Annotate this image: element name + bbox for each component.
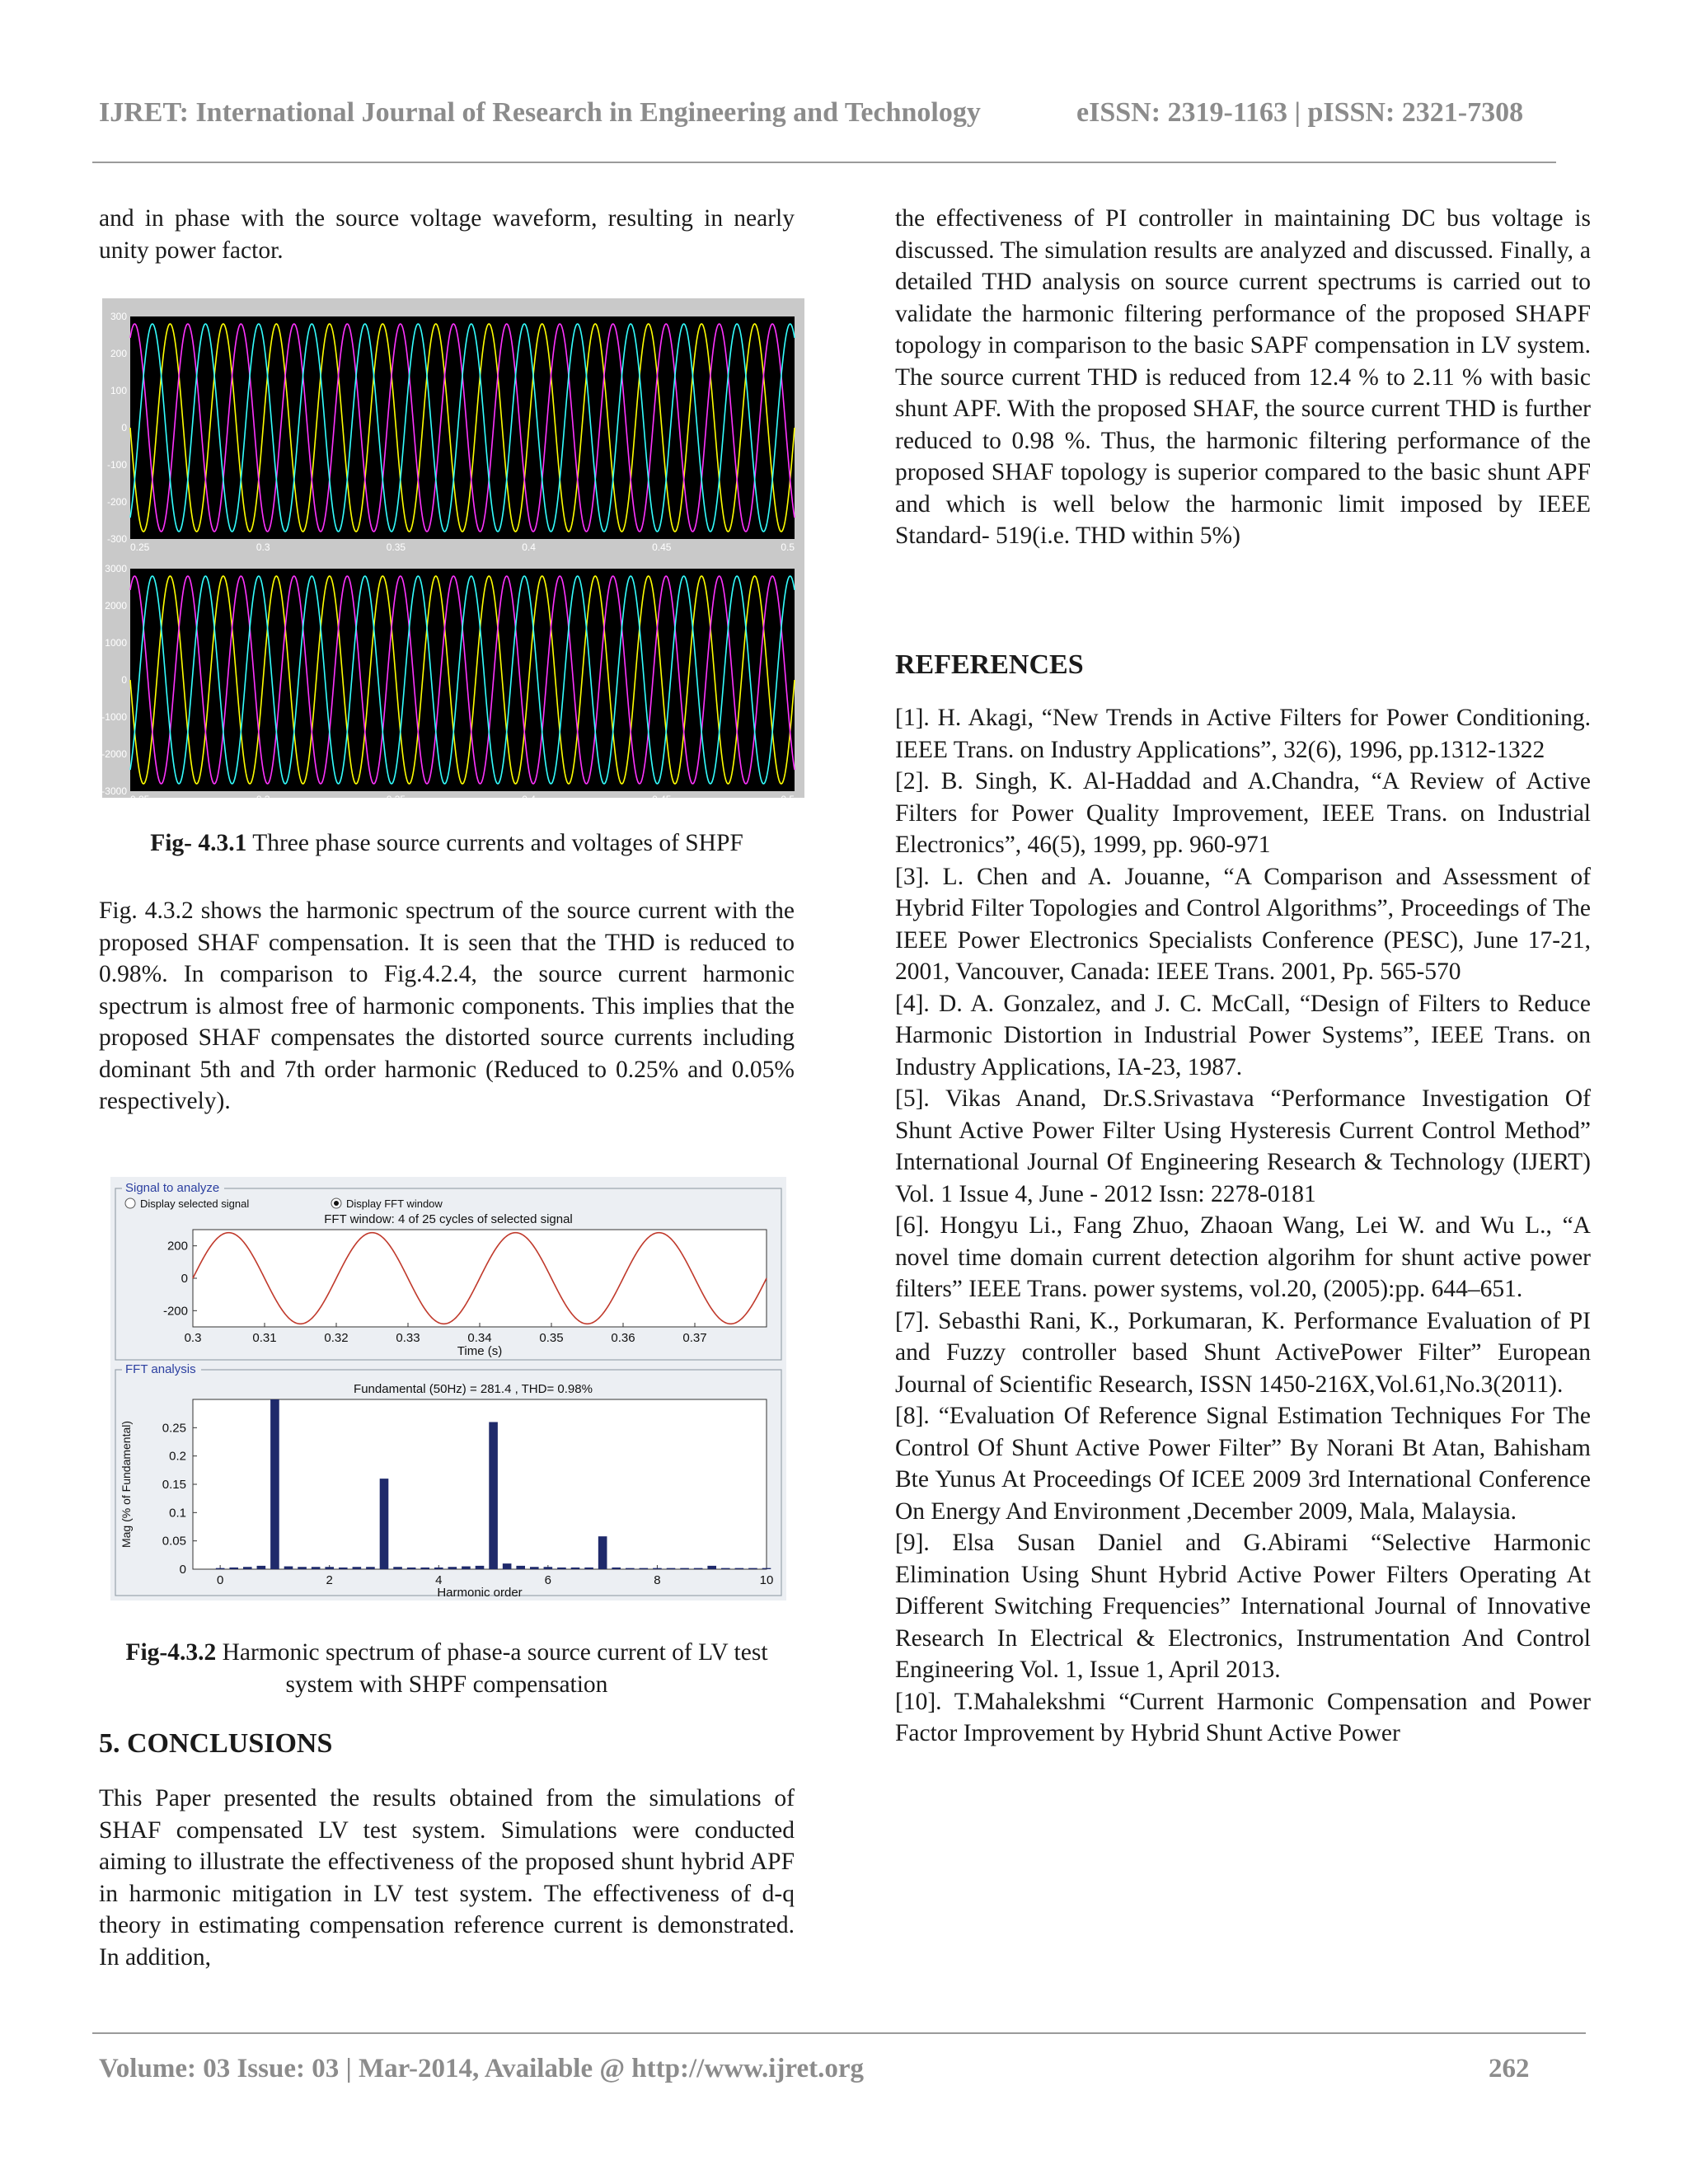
right-paragraph-1: the effectiveness of PI controller in maintaining DC bus voltage is discussed. The simulation results are analyzed and discussed. Finally, a detailed THD analysis on source current spectrums is carried out to validate the harmonic filtering performance of the proposed SHAPF topology in comparison to the basic SAPF compensation in LV system. The source current THD is reduced from 12.4 % to 2.11 % with basic shunt APF. With the proposed SHAF, the source current THD is further reduced to 0.98 %. Thus, the harmonic filtering performance of the proposed SHAF topology is superior compared to the basic shunt APF and which is well below the harmonic limit imposed by IEEE Standard- 519(i.e. THD within 5%) xyxy=(895,205,1591,549)
fft-bar xyxy=(284,1567,293,1569)
fft-bar xyxy=(393,1567,402,1569)
fft-bar xyxy=(420,1568,429,1569)
top-x-tick: 0.35 xyxy=(386,541,406,553)
fft-x-tick: 6 xyxy=(544,1573,552,1587)
reference-3: [3]. L. Chen and A. Jouanne, “A Comparison and Assessment of Hybrid Filter Topologies and Control Algorithms”, Proceedings of The IEEE Power Electronics Specialists Conference (PESC), June 17-21, 2001, Vancouver, Canada: IEEE Trans. 2001, Pp. 565-570 xyxy=(895,863,1591,985)
top-x-tick: 0.4 xyxy=(522,541,536,553)
bottom-y-tick: -3000 xyxy=(101,785,127,797)
signal-x-tick: 0.35 xyxy=(539,1331,564,1345)
bottom-x-tick: 0.25 xyxy=(130,794,150,805)
signal-x-tick: 0.3 xyxy=(184,1331,202,1345)
fft-bar xyxy=(640,1568,649,1569)
page-number: 262 xyxy=(1489,2054,1530,2083)
signal-group-title: Signal to analyze xyxy=(125,1181,220,1195)
top-y-tick: -300 xyxy=(106,533,127,545)
fft-bar xyxy=(380,1479,389,1569)
fft-bar xyxy=(476,1566,485,1569)
bottom-y-tick: 3000 xyxy=(105,563,127,574)
fft-y-tick: 0.05 xyxy=(162,1534,186,1549)
radio-fft-window-label: Display FFT window xyxy=(346,1197,443,1210)
reference-7: [7]. Sebasthi Rani, K., Porkumaran, K. Performance Evaluation of PI and Fuzzy controller based Shunt ActivePower Filter” European Journal of Scientific Research, ISSN 1450-216X,Vol.61,No.3(2011). xyxy=(895,1307,1591,1398)
reference-9: [9]. Elsa Susan Daniel and G.Abirami “Selective Harmonic Elimination Using Shunt Hybrid Active Power Filters Operating At Different Switching Frequencies” International Journal of Innovative Research In Electrical & Electronics, Instrumentation And Control Engineering Vol. 1, Issue 1, April 2013. xyxy=(895,1530,1591,1683)
signal-plot-title: FFT window: 4 of 25 cycles of selected signal xyxy=(324,1212,573,1226)
top-x-tick: 0.5 xyxy=(781,541,795,553)
fft-bar xyxy=(339,1568,348,1569)
fft-bar xyxy=(612,1568,621,1569)
signal-x-tick: 0.34 xyxy=(467,1331,492,1345)
fft-group-title: FFT analysis xyxy=(125,1362,196,1376)
figure-4-3-1-plot xyxy=(101,298,804,805)
fft-x-tick: 4 xyxy=(435,1573,443,1587)
top-scope-panel xyxy=(107,311,795,553)
figure-4-3-2-caption xyxy=(99,1637,795,1700)
fft-bar xyxy=(680,1568,689,1569)
fft-bar xyxy=(229,1568,238,1569)
fft-bar xyxy=(243,1567,252,1569)
fft-bar xyxy=(707,1566,716,1569)
figure-4-3-1-caption-text: Three phase source currents and voltages of SHPF xyxy=(246,830,743,856)
top-y-tick: 0 xyxy=(121,422,127,434)
fft-y-label: Mag (% of Fundamental) xyxy=(120,1420,133,1549)
fft-x-tick: 8 xyxy=(654,1573,661,1587)
issn: eISSN: 2319-1163 | pISSN: 2321-7308 xyxy=(1076,97,1524,128)
signal-x-label: Time (s) xyxy=(457,1344,503,1358)
top-x-tick: 0.3 xyxy=(256,541,270,553)
figure-4-3-1-caption xyxy=(99,827,795,860)
reference-1: [1]. H. Akagi, “New Trends in Active Filters for Power Conditioning. IEEE Trans. on Industry Applications”, 32(6), 1996, pp.1312-1322 xyxy=(895,705,1591,763)
bottom-scope-panel xyxy=(101,563,795,805)
reference-6: [6]. Hongyu Li., Fang Zhuo, Zhaoan Wang, Lei W. and Wu L., “A novel time domain current detection algorihm for shunt active power filters” IEEE Trans. power systems, vol.20, (2005):pp. 644–651. xyxy=(895,1212,1591,1302)
bottom-y-tick: -2000 xyxy=(101,748,127,760)
fft-x-tick: 10 xyxy=(759,1573,774,1587)
fft-bar xyxy=(462,1567,471,1569)
signal-x-tick: 0.32 xyxy=(324,1331,349,1345)
fft-x-tick: 0 xyxy=(216,1573,224,1587)
fft-bar xyxy=(216,1568,225,1569)
bottom-y-tick: 0 xyxy=(121,674,127,686)
fft-bar xyxy=(667,1568,676,1569)
references-list xyxy=(895,702,1591,1750)
fft-x-label: Harmonic order xyxy=(437,1586,523,1600)
signal-y-tick: 200 xyxy=(166,1239,188,1254)
top-y-tick: 100 xyxy=(110,385,127,396)
signal-x-tick: 0.33 xyxy=(396,1331,420,1345)
fft-y-tick: 0.1 xyxy=(169,1506,186,1521)
volume-info: Volume: 03 Issue: 03 | Mar-2014, Available @ http://www.ijret.org xyxy=(99,2054,864,2083)
conclusions-heading: 5. CONCLUSIONS xyxy=(99,1728,333,1759)
signal-x-tick: 0.36 xyxy=(611,1331,635,1345)
radio-fft-window-dot xyxy=(334,1201,339,1206)
bottom-x-tick: 0.35 xyxy=(386,794,406,805)
reference-10: [10]. T.Mahalekshmi “Current Harmonic Compensation and Power Factor Improvement by Hybrid Shunt Active Power xyxy=(895,1688,1591,1746)
fft-y-tick: 0 xyxy=(179,1563,186,1577)
figure-4-3-2-label: Fig-4.3.2 xyxy=(125,1639,217,1666)
references-heading: REFERENCES xyxy=(895,649,1084,680)
fft-bar xyxy=(735,1568,744,1569)
figure-4-3-1 xyxy=(101,298,804,805)
signal-x-tick: 0.31 xyxy=(252,1331,277,1345)
top-y-tick: -100 xyxy=(106,459,127,471)
radio-selected-signal-label: Display selected signal xyxy=(140,1197,250,1210)
signal-x-tick: 0.37 xyxy=(682,1331,707,1345)
bottom-y-tick: 1000 xyxy=(105,637,127,649)
signal-y-tick: -200 xyxy=(162,1304,188,1319)
top-y-tick: 300 xyxy=(110,311,127,322)
signal-y-tick: 0 xyxy=(181,1272,188,1286)
fft-bar xyxy=(503,1563,512,1569)
header-rule xyxy=(92,162,1556,163)
fft-bar xyxy=(694,1568,703,1569)
fft-bar xyxy=(434,1568,443,1569)
fft-bar xyxy=(584,1568,593,1569)
fft-y-tick: 0.15 xyxy=(162,1478,186,1492)
signal-to-analyze-group xyxy=(115,1180,781,1360)
footer-rule xyxy=(92,2032,1586,2034)
reference-4: [4]. D. A. Gonzalez, and J. C. McCall, “Design of Filters to Reduce Harmonic Distortion in Industrial Power Systems”, IEEE Trans. on Industry Applications, IA-23, 1987. xyxy=(895,990,1591,1080)
fft-bar xyxy=(544,1567,553,1569)
fft-bar xyxy=(762,1568,771,1569)
fft-bar xyxy=(598,1536,607,1569)
fft-bar xyxy=(748,1568,757,1569)
reference-5: [5]. Vikas Anand, Dr.S.Srivastava “Performance Investigation Of Shunt Active Power Filter Using Hysteresis Current Control Method” International Journal Of Engineering Research & Technology (IJERT) Vol. 1 Issue 4, June - 2012 Issn: 2278-0181 xyxy=(895,1085,1591,1207)
bottom-x-tick: 0.45 xyxy=(652,794,672,805)
fft-bar xyxy=(448,1567,457,1569)
fft-bar xyxy=(366,1567,375,1569)
bottom-y-tick: -1000 xyxy=(101,711,127,723)
bottom-y-tick: 2000 xyxy=(105,600,127,612)
fft-analysis-group xyxy=(115,1361,781,1600)
bottom-x-tick: 0.3 xyxy=(256,794,270,805)
fft-bar xyxy=(298,1567,307,1569)
top-y-tick: -200 xyxy=(106,496,127,508)
left-paragraph-1: and in phase with the source voltage waveform, resulting in nearly unity power factor. xyxy=(99,205,795,264)
fft-bar xyxy=(489,1422,498,1569)
bottom-x-tick: 0.4 xyxy=(522,794,536,805)
left-paragraph-3: This Paper presented the results obtained from the simulations of SHAF compensated LV test system. Simulations were conducted aiming to illustrate the effectiveness of the proposed shunt hybrid APF in harmonic mitigation in LV test system. The effectiveness of d-q theory in estimating compensation reference current is demonstrated. In addition, xyxy=(99,1785,795,1971)
top-x-tick: 0.25 xyxy=(130,541,150,553)
fft-bar xyxy=(312,1567,321,1569)
fft-bar xyxy=(530,1567,539,1569)
figure-4-3-2-caption-text: Harmonic spectrum of phase-a source current of LV test system with SHPF compensation xyxy=(216,1639,768,1698)
top-y-tick: 200 xyxy=(110,348,127,359)
fft-bar xyxy=(407,1568,416,1569)
fft-bar xyxy=(571,1568,580,1569)
fft-y-tick: 0.25 xyxy=(162,1421,186,1436)
radio-selected-signal xyxy=(125,1198,135,1208)
fft-x-tick: 2 xyxy=(326,1573,333,1587)
fft-bar xyxy=(626,1568,635,1569)
fft-bar xyxy=(516,1566,525,1569)
fft-bar xyxy=(653,1568,662,1569)
fft-bar xyxy=(270,1399,279,1569)
figure-4-3-1-label: Fig- 4.3.1 xyxy=(150,830,247,856)
fft-bar xyxy=(325,1567,334,1569)
reference-8: [8]. “Evaluation Of Reference Signal Estimation Techniques For The Control Of Shunt Active Power Filter” By Norani Bt Atan, Bahisham Bte Yunus At Proceedings Of ICEE 2009 3rd International Conference On Energy And Environment ,December 2009, Mala, Malaysia. xyxy=(895,1403,1591,1525)
figure-4-3-2 xyxy=(110,1177,786,1601)
journal-name: IJRET: International Journal of Research in Engineering and Technology xyxy=(99,97,981,128)
top-x-tick: 0.45 xyxy=(652,541,672,553)
fft-bar xyxy=(257,1566,266,1569)
left-paragraph-2: Fig. 4.3.2 shows the harmonic spectrum of the source current with the proposed SHAF compensation. It is seen that the THD is reduced to 0.98%. In comparison to Fig.4.2.4, the source current harmonic spectrum is almost free of harmonic components. This implies that the proposed SHAF compensates the distorted source currents including dominant 5th and 7th order harmonic (Reduced to 0.25% and 0.05% respectively). xyxy=(99,898,795,1114)
reference-2: [2]. B. Singh, K. Al-Haddad and A.Chandra, “A Review of Active Filters for Power Quality Improvement, IEEE Trans. on Industrial Electronics”, 46(5), 1999, pp. 960-971 xyxy=(895,768,1591,858)
figure-4-3-2-plot xyxy=(110,1177,786,1601)
fft-bar xyxy=(721,1568,730,1569)
fft-plot-title: Fundamental (50Hz) = 281.4 , THD= 0.98% xyxy=(354,1382,593,1396)
bottom-x-tick: 0.5 xyxy=(781,794,795,805)
fft-bar xyxy=(353,1567,362,1569)
fft-bar xyxy=(557,1568,566,1569)
fft-y-tick: 0.2 xyxy=(169,1449,186,1464)
